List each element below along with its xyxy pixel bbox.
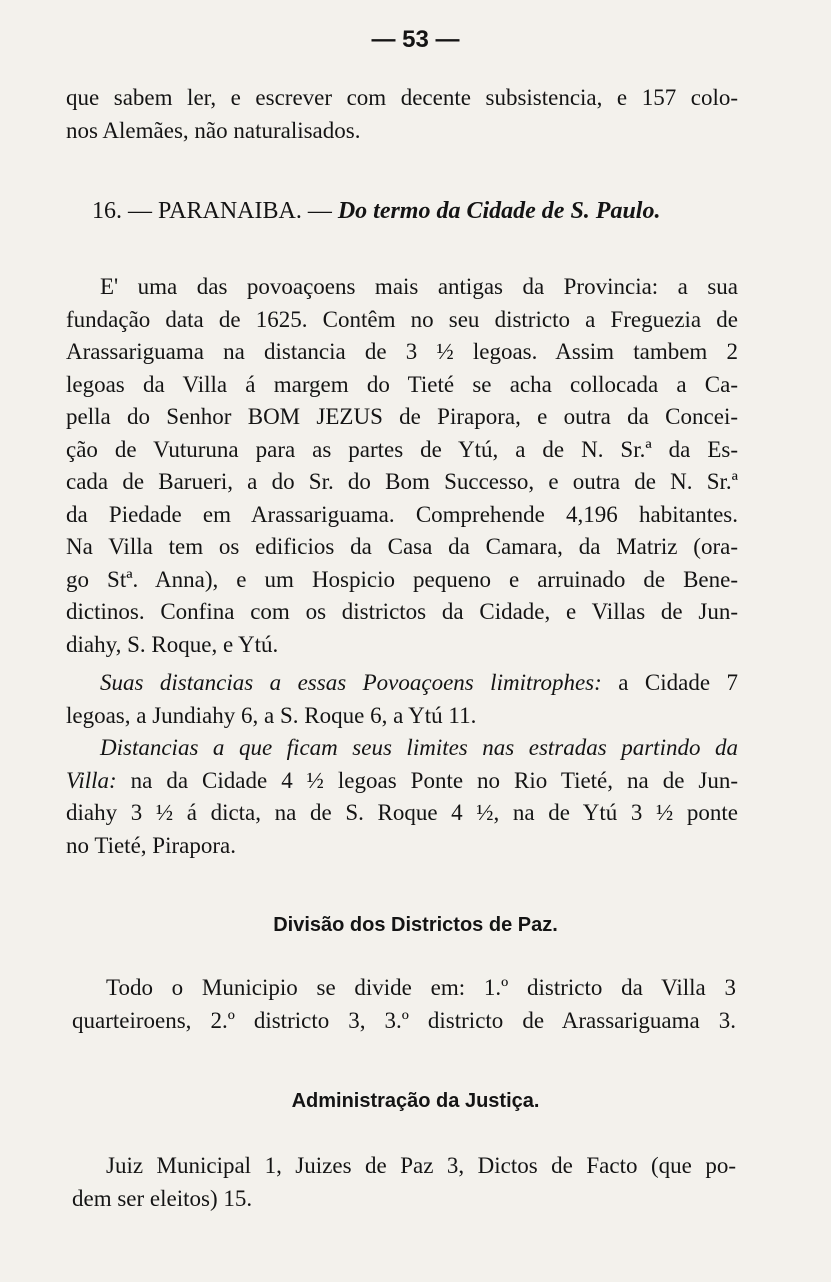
text-line: E' uma das povoaçoens mais antigas da Provincia: a sua bbox=[100, 274, 738, 299]
text-line: cada de Barueri, a do Sr. do Bom Successo, e outra de N. Sr.ª bbox=[66, 469, 738, 494]
limits-label: Distancias a que ficam seus limites nas estradas partindo da bbox=[100, 735, 738, 760]
page-number: — 53 — bbox=[371, 26, 460, 53]
text-line: fundação data de 1625. Contêm no seu districto a Freguezia de bbox=[66, 306, 738, 332]
text-line: go Stª. Anna), e um Hospicio pequeno e arruinado de Bene- bbox=[66, 566, 738, 592]
text-line bbox=[66, 667, 738, 700]
main-paragraph bbox=[66, 271, 738, 661]
text-line: que sabem ler, e escrever com decente subsistencia, e 157 colo- bbox=[66, 85, 738, 110]
distances-paragraph bbox=[66, 667, 738, 862]
section-title bbox=[92, 198, 712, 225]
text-line: diahy 3 ½ á dicta, na de S. Roque 4 ½, na de Ytú 3 ½ ponte bbox=[66, 800, 738, 825]
divisao-heading: Divisão dos Districtos de Paz. bbox=[273, 914, 558, 936]
text-line: nos Alemães, não naturalisados. bbox=[66, 117, 361, 143]
text-line: quarteiroens, 2.º districto 3, 3.º districto de Arassariguama 3. bbox=[72, 1007, 736, 1033]
administracao-paragraph bbox=[72, 1150, 736, 1215]
text-line: Juiz Municipal 1, Juizes de Paz 3, Dictos de Facto (que po- bbox=[106, 1153, 736, 1178]
villa-label: Villa: bbox=[66, 767, 117, 793]
intro-paragraph bbox=[66, 82, 738, 147]
distances-label: Suas distancias a essas Povoaçoens limitrophes: bbox=[100, 670, 602, 695]
text-line: Arassariguama na distancia de 3 ½ legoas. Assim tambem 2 bbox=[66, 339, 738, 364]
administracao-heading: Administração da Justiça. bbox=[291, 1090, 540, 1112]
text-line bbox=[66, 765, 738, 798]
text-line: ção de Vuturuna para as partes de Ytú, a de N. Sr.ª da Es- bbox=[66, 436, 738, 462]
text-fragment: na da Cidade 4 ½ legoas Ponte no Rio Tieté, na de Jun- bbox=[130, 767, 739, 793]
text-line: pella do Senhor BOM JEZUS de Pirapora, e outra da Concei- bbox=[66, 404, 738, 429]
section-subtitle: Do termo da Cidade de S. Paulo. bbox=[337, 198, 661, 224]
text-line: Na Villa tem os edificios da Casa da Camara, da Matriz (ora- bbox=[66, 534, 738, 559]
text-line: no Tieté, Pirapora. bbox=[66, 832, 236, 858]
text-fragment: a Cidade 7 bbox=[618, 670, 738, 695]
text-line: dem ser eleitos) 15. bbox=[72, 1185, 253, 1211]
text-line: legoas da Villa á margem do Tieté se acha collocada a Ca- bbox=[66, 371, 738, 397]
text-line: da Piedade em Arassariguama. Comprehende 4,196 habitantes. bbox=[66, 501, 738, 527]
text-line: Todo o Municipio se divide em: 1.º districto da Villa 3 bbox=[106, 975, 736, 1000]
divisao-paragraph bbox=[72, 972, 736, 1037]
section-name: — PARANAIBA. — bbox=[128, 198, 332, 224]
text-line: dictinos. Confina com os districtos da Cidade, e Villas de Jun- bbox=[66, 599, 738, 624]
text-line: legoas, a Jundiahy 6, a S. Roque 6, a Ytú 11. bbox=[66, 702, 477, 728]
text-line: diahy, S. Roque, e Ytú. bbox=[66, 631, 279, 657]
section-number: 16. bbox=[92, 198, 122, 224]
